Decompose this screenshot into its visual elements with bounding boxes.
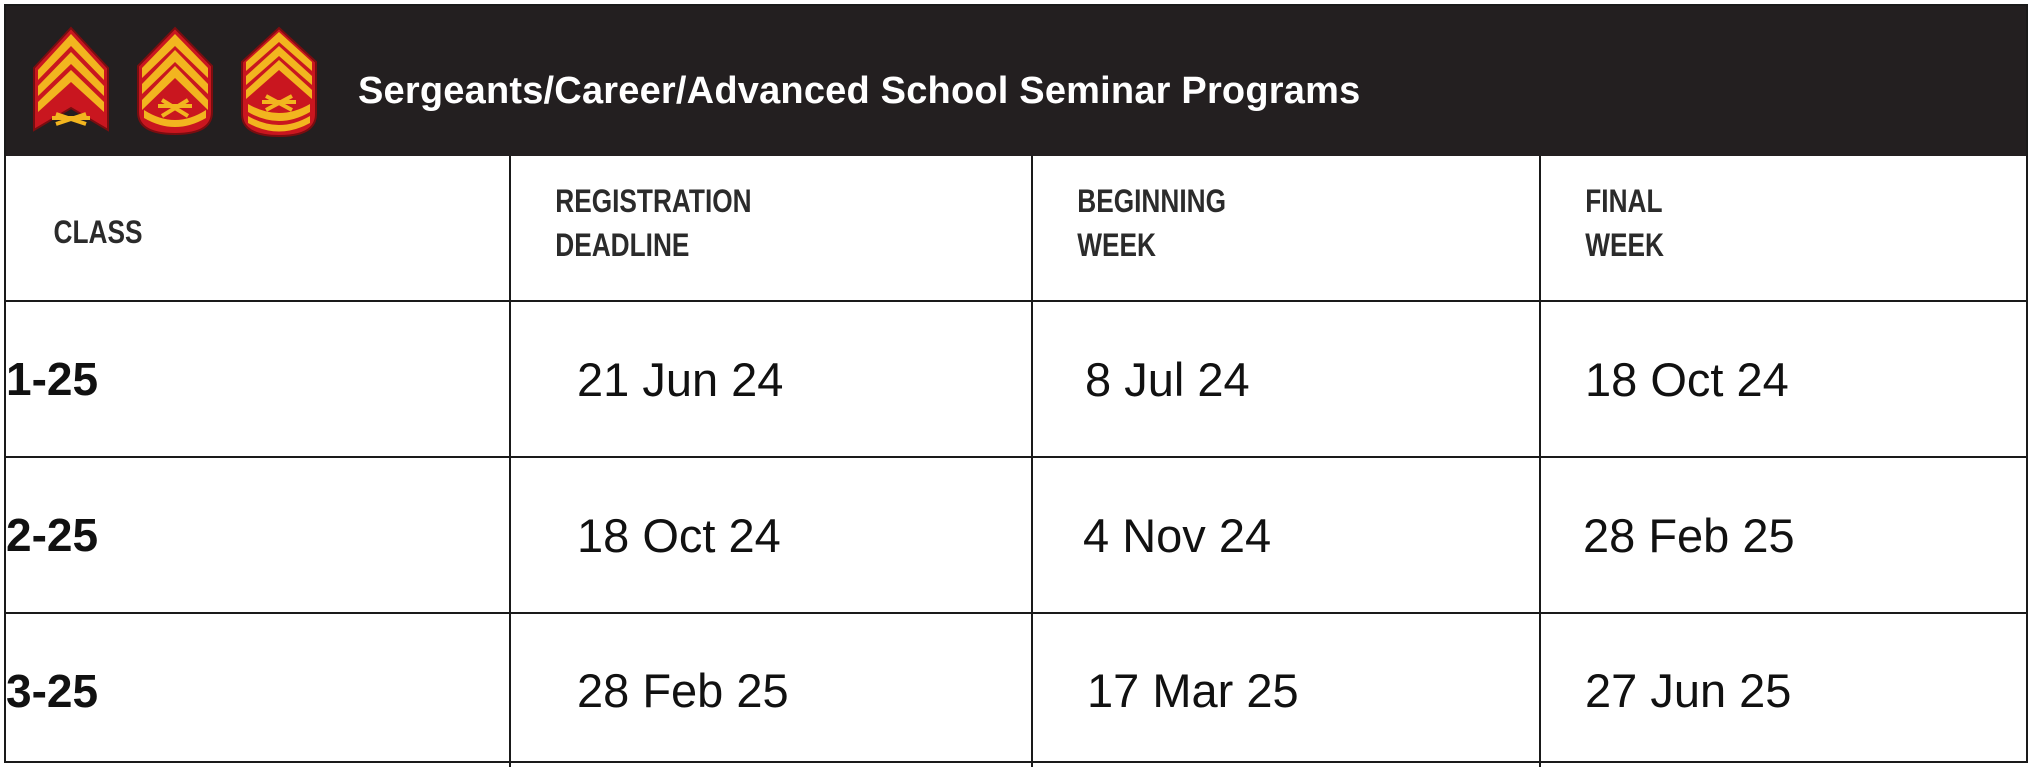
- column-header-registration-deadline: [510, 156, 1032, 301]
- column-header-class: [6, 156, 510, 301]
- registration-deadline-cell: 28 Feb 25: [510, 613, 1032, 767]
- header-banner: [6, 6, 2026, 156]
- class-cell: 3-25: [6, 613, 510, 767]
- staff-sergeant-chevron-icon: [136, 26, 214, 138]
- registration-deadline-cell: 18 Oct 24: [510, 457, 1032, 613]
- table-row: [6, 457, 2026, 613]
- column-header-label: WEEK: [1585, 227, 1664, 263]
- column-header-label: BEGINNING: [1077, 183, 1226, 219]
- column-header-label: CLASS: [53, 214, 143, 250]
- column-header-label: FINAL: [1585, 183, 1663, 219]
- table-header-row: [6, 156, 2026, 301]
- table-row: [6, 613, 2026, 767]
- page-title: Sergeants/Career/Advanced School Seminar Programs: [358, 70, 1361, 112]
- column-header-label: REGISTRATION: [555, 183, 752, 219]
- column-header-label: WEEK: [1077, 227, 1156, 263]
- final-week-cell: 18 Oct 24: [1540, 301, 2026, 457]
- table-row: [6, 301, 2026, 457]
- beginning-week-cell: 8 Jul 24: [1032, 301, 1540, 457]
- beginning-week-cell: 4 Nov 24: [1032, 457, 1540, 613]
- final-week-cell: 28 Feb 25: [1540, 457, 2026, 613]
- column-header-final-week: [1540, 156, 2026, 301]
- class-cell: 2-25: [6, 457, 510, 613]
- class-cell: 1-25: [6, 301, 510, 457]
- final-week-cell: 27 Jun 25: [1540, 613, 2026, 767]
- column-header-label: DEADLINE: [555, 227, 690, 263]
- column-header-beginning-week: [1032, 156, 1540, 301]
- sergeant-chevron-icon: [32, 26, 110, 138]
- schedule-document: [4, 4, 2028, 763]
- registration-deadline-cell: 21 Jun 24: [510, 301, 1032, 457]
- gunnery-sergeant-chevron-icon: [240, 26, 318, 138]
- schedule-table: [6, 156, 2026, 767]
- beginning-week-cell: 17 Mar 25: [1032, 613, 1540, 767]
